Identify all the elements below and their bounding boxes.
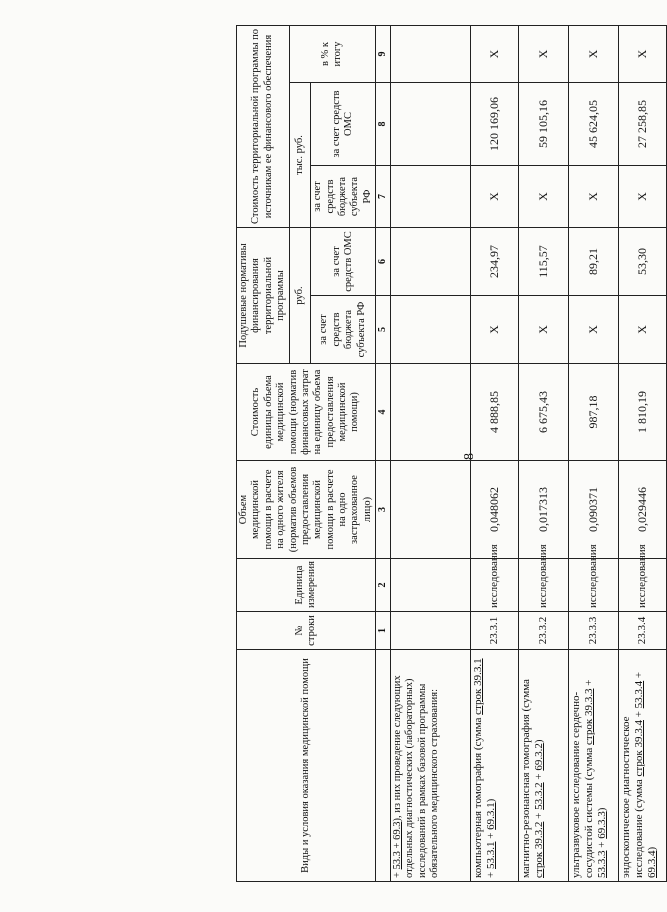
row-name-sep: + — [595, 838, 608, 851]
row-link[interactable]: строк 39.3.3 — [582, 688, 595, 745]
table-row — [518, 26, 568, 882]
empty-cell — [390, 26, 470, 83]
row-volume: 0,090371 — [568, 461, 618, 559]
row-link[interactable]: строк 39.3.2 — [532, 821, 545, 878]
row-name-end: ) — [595, 807, 608, 812]
row-link[interactable]: 53.3.2 — [532, 782, 545, 810]
header-norm-oms: за счет средств ОМС — [311, 228, 376, 296]
column-number: 9 — [376, 26, 391, 83]
row-cost-oms: 27 258,85 — [618, 83, 666, 166]
row-line-no: 23.3.2 — [518, 612, 568, 650]
row-percent: X — [618, 26, 666, 83]
row-name-sep: + — [484, 869, 497, 878]
row-name — [568, 650, 618, 882]
row-norm-oms: 234,97 — [470, 228, 518, 296]
empty-cell — [390, 364, 470, 461]
header-group-norms: Подушевые нормативы финансирования территориальной программы — [237, 228, 290, 364]
row-unit: исследования — [470, 559, 518, 612]
row-unit: исследования — [518, 559, 568, 612]
header-cost-budget: за счет средств бюджета субъекта РФ — [311, 166, 376, 228]
row-line-no: 23.3.3 — [568, 612, 618, 650]
column-number: 3 — [376, 461, 391, 559]
empty-cell — [390, 296, 470, 364]
empty-cell — [390, 83, 470, 166]
row-link[interactable]: 53.3.3 — [595, 850, 608, 878]
header-cost: Стоимость единицы объема медицинской помощи (норматив финансовых затрат на единицу объема предоставления медицинской помощи) — [237, 364, 376, 461]
row-line-no: 23.3.1 — [470, 612, 518, 650]
column-number-row — [376, 26, 391, 882]
row-link[interactable]: 53.3.4 — [632, 680, 645, 709]
rotated-table-wrapper — [236, 26, 658, 882]
row-volume: 0,029446 — [618, 461, 666, 559]
column-number: 8 — [376, 83, 391, 166]
intro-text-cell — [390, 650, 470, 882]
row-line-no: 23.3.4 — [618, 612, 666, 650]
row-name-end: ) — [645, 846, 658, 851]
row-cost-budget: X — [618, 166, 666, 228]
row-volume: 0,048062 — [470, 461, 518, 559]
column-number: 5 — [376, 296, 391, 364]
row-name-sep: + — [484, 829, 497, 842]
row-norm-oms: 53,30 — [618, 228, 666, 296]
row-cost-oms: 120 169,06 — [470, 83, 518, 166]
column-number: 4 — [376, 364, 391, 461]
row-name — [518, 650, 568, 882]
row-name-sep: + — [632, 671, 645, 681]
program-cost-table — [236, 25, 667, 882]
row-cost: 4 888,85 — [470, 364, 518, 461]
row-cost-oms: 45 624,05 — [568, 83, 618, 166]
empty-cell — [390, 166, 470, 228]
row-name-text: магнитно-резонансная томография (сумма — [519, 679, 532, 878]
header-services: Виды и условия оказания медицинской помощи — [237, 650, 376, 882]
intro-link[interactable]: 53.3 + 69.3 — [391, 821, 403, 870]
row-link[interactable]: строк 39.3.4 — [632, 720, 645, 777]
row-percent: X — [518, 26, 568, 83]
row-link[interactable]: 53.3.1 — [484, 841, 497, 870]
row-link[interactable]: 69.3.2 — [532, 743, 545, 771]
header-norm-budget: за счет средств бюджета субъекта РФ — [311, 296, 376, 364]
row-cost: 987,18 — [568, 364, 618, 461]
empty-cell — [390, 559, 470, 612]
empty-cell — [390, 612, 470, 650]
row-cost: 6 675,43 — [518, 364, 568, 461]
row-volume: 0,017313 — [518, 461, 568, 559]
row-name-sep: + — [632, 708, 645, 721]
row-norm-budget: X — [618, 296, 666, 364]
header-norms-unit: руб. — [289, 228, 311, 364]
row-link[interactable]: строк 39.3.1 — [471, 658, 484, 715]
row-link[interactable]: 69.3.1 — [484, 802, 497, 830]
intro-text: ), из них проведение следующих отдельных диагностических (лабораторных) исследований в рамках базовой программы обязательного медицинского страхования: — [391, 675, 441, 878]
column-number: 1 — [376, 612, 391, 650]
row-cost-budget: X — [518, 166, 568, 228]
row-norm-budget: X — [470, 296, 518, 364]
row-name-end: ) — [484, 798, 497, 803]
row-cost-budget: X — [568, 166, 618, 228]
table-row — [470, 26, 518, 882]
table-row — [568, 26, 618, 882]
row-name-text: компьютерная томография (сумма — [471, 714, 484, 878]
column-number: 2 — [376, 559, 391, 612]
row-name-sep: + — [532, 809, 545, 822]
column-number-blank — [376, 650, 391, 882]
header-volume: Объем медицинской помощи в расчете на одного жителя (норматив объемов предоставления медицинской помощи в расчете на одно застрахованное лицо) — [237, 461, 376, 559]
row-name-text: ультразвуковое исследование сердечно-сосудистой системы (сумма — [569, 691, 595, 878]
row-norm-budget: X — [568, 296, 618, 364]
column-number: 7 — [376, 166, 391, 228]
header-unit: Единица измерения — [237, 559, 376, 612]
page-number: 8 — [462, 453, 477, 460]
intro-row — [390, 26, 470, 882]
row-cost: 1 810,19 — [618, 364, 666, 461]
empty-cell — [390, 461, 470, 559]
row-name — [470, 650, 518, 882]
row-link[interactable]: 69.3.3 — [595, 811, 608, 839]
row-norm-oms: 89,21 — [568, 228, 618, 296]
row-name-sep: + — [532, 770, 545, 783]
row-cost-oms: 59 105,16 — [518, 83, 568, 166]
header-percent: в % к итогу — [289, 26, 376, 83]
column-number: 6 — [376, 228, 391, 296]
row-norm-oms: 115,57 — [518, 228, 568, 296]
row-name — [618, 650, 666, 882]
header-row-1 — [237, 26, 290, 882]
header-cost-unit: тыс. руб. — [289, 83, 311, 228]
row-name-text: эндоскопическое диагностическое исследование (сумма — [619, 716, 645, 878]
header-line-no: № строки — [237, 612, 376, 650]
table-row — [618, 26, 666, 882]
row-name-end: ) — [532, 739, 545, 744]
row-norm-budget: X — [518, 296, 568, 364]
row-unit: исследования — [618, 559, 666, 612]
row-percent: X — [568, 26, 618, 83]
row-name-sep: + — [582, 679, 595, 689]
row-percent: X — [470, 26, 518, 83]
row-unit: исследования — [568, 559, 618, 612]
header-cost-oms: за счет средств ОМС — [311, 83, 376, 166]
empty-cell — [390, 228, 470, 296]
intro-prefix: + — [391, 869, 403, 878]
row-cost-budget: X — [470, 166, 518, 228]
header-group-cost: Стоимость территориальной программы по источникам ее финансового обеспечения — [237, 26, 290, 228]
row-link[interactable]: 69.3.4 — [645, 850, 658, 878]
